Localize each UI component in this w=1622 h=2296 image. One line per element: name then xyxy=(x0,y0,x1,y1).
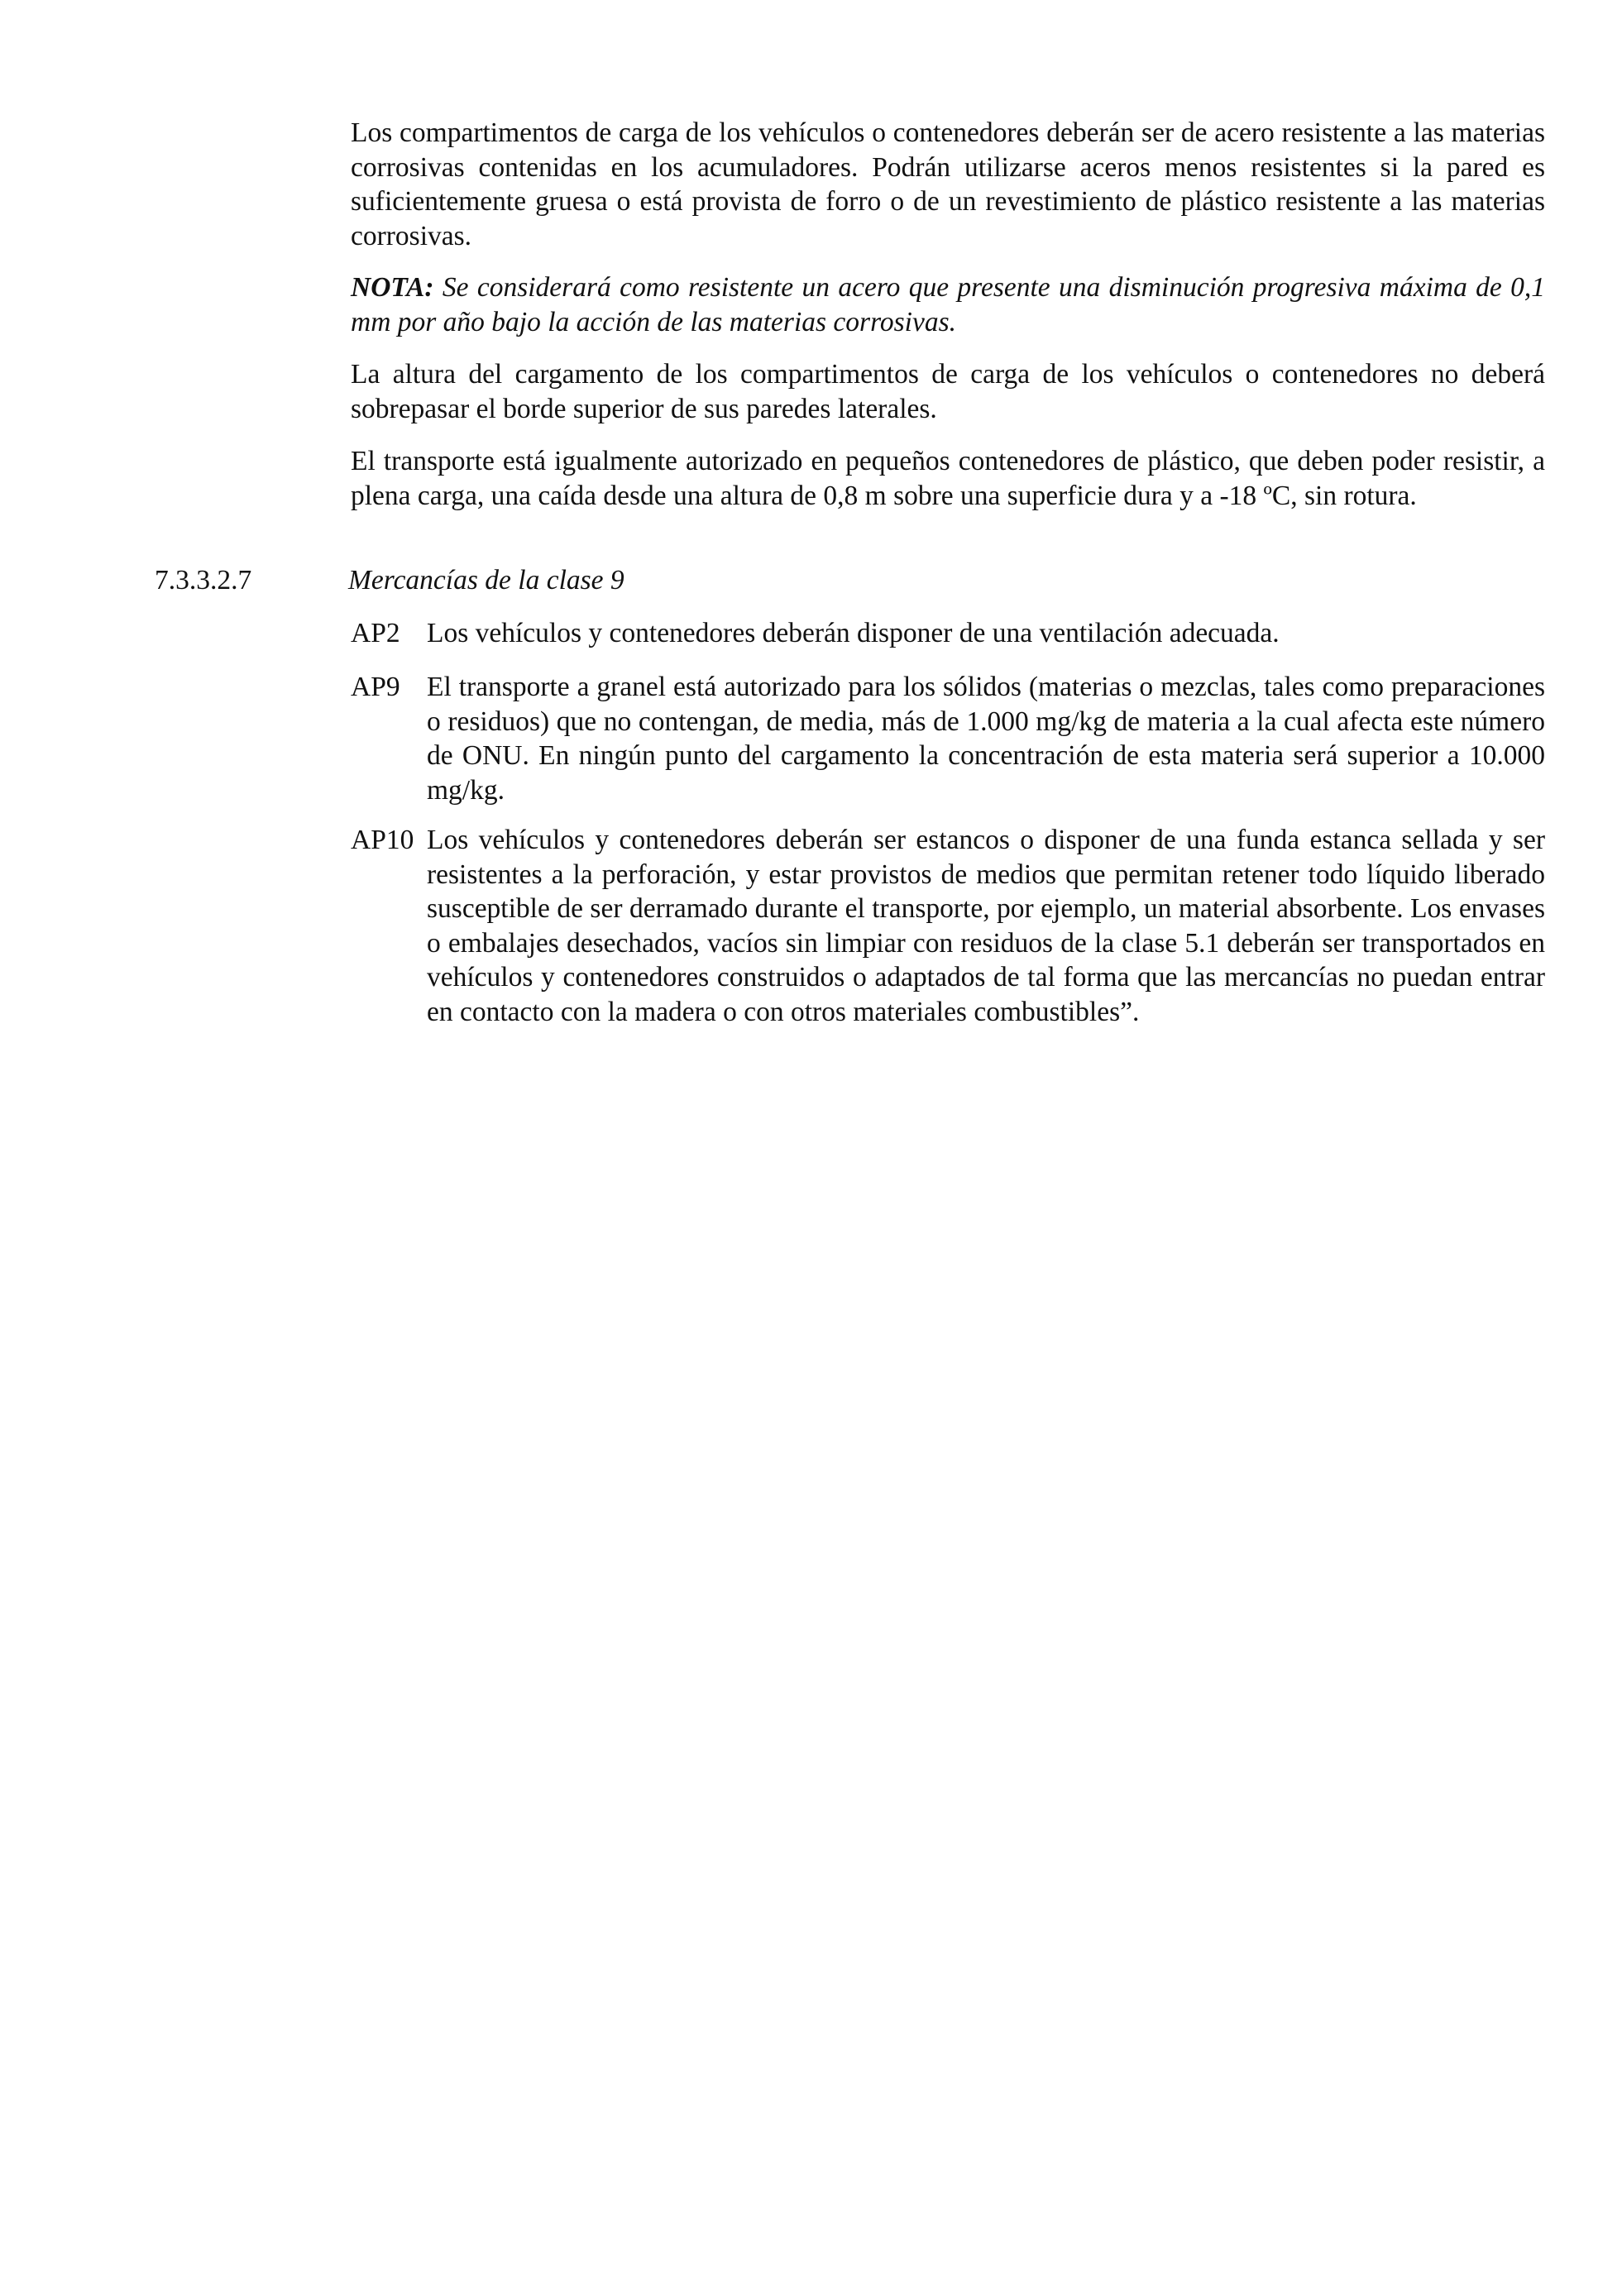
provision-text: Los vehículos y contenedores deberán disponer de una ventilación adecuada. xyxy=(427,618,1280,648)
provision-code: AP2 xyxy=(351,618,400,648)
section-number: 7.3.3.2.7 xyxy=(155,565,252,596)
provision-text: El transporte a granel está autorizado para los sólidos (materias o mezclas, tales como preparaciones o residuos) que no contengan, de media, más de 1.000 mg/kg de materia a la cual afecta este número de ONU. En ningún punto del cargamento la concentración de esta materia será superior a 10.000 mg/kg. xyxy=(427,672,1545,806)
note-text: Se considerará como resistente un acero que presente una disminución progresiva máxima de 0,1 mm por año bajo la acción de las materias corrosivas. xyxy=(351,272,1546,337)
provision-item-ap9 xyxy=(351,670,1545,807)
provision-text: Los vehículos y contenedores deberán ser estancos o disponer de una funda estanca sellada y ser resistentes a la perforación, y estar provistos de medios que permitan retener todo líquido liberado susceptible de ser derramado durante el transporte, por ejemplo, un material absorbente. Los envases o embalajes desechados, vacíos sin limpiar con residuos de la clase 5.1 deberán ser transportados en vehículos y contenedores construidos o adaptados de tal forma que las mercancías no puedan entrar en contacto con la madera o con otros materiales combustibles”. xyxy=(427,825,1545,1027)
provision-item-ap10 xyxy=(351,823,1545,1029)
provision-code: AP9 xyxy=(351,672,400,702)
paragraph-plastic-containers: El transporte está igualmente autorizado en pequeños contenedores de plástico, que deben poder resistir, a plena carga, una caída desde una altura de 0,8 m sobre una superficie dura y a -18 ºC, sin rotura. xyxy=(351,446,1545,511)
provision-item-ap2 xyxy=(351,616,1545,651)
note-paragraph xyxy=(351,270,1545,339)
paragraph-cargo-compartments: Los compartimentos de carga de los vehículos o contenedores deberán ser de acero resistente a las materias corrosivas contenidas en los acumuladores. Podrán utilizarse aceros menos resistentes si la pared es suficientemente gruesa o está provista de forro o de un revestimiento de plástico resistente a las materias corrosivas. xyxy=(351,117,1545,251)
provision-code: AP10 xyxy=(351,825,414,855)
paragraph-load-height: La altura del cargamento de los compartimentos de carga de los vehículos o contenedores no deberá sobrepasar el borde superior de sus paredes laterales. xyxy=(351,359,1545,424)
note-label: NOTA: xyxy=(351,272,434,303)
section-title: Mercancías de la clase 9 xyxy=(348,565,624,596)
